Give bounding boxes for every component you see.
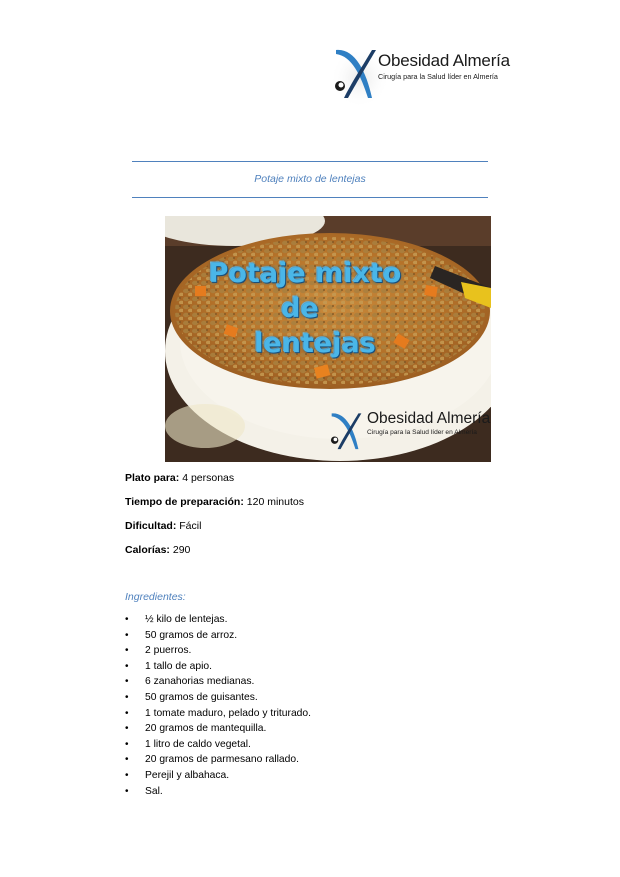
title-rule-bottom [132, 197, 488, 198]
list-item: • 1 litro de caldo vegetal. [125, 739, 311, 755]
photo-caption-line: lentejas [254, 328, 376, 359]
list-item: • 1 tallo de apio. [125, 661, 311, 677]
info-label: Dificultad: [125, 520, 177, 532]
info-prep-time [125, 496, 304, 508]
logo-tagline: Cirugía para la Salud líder en Almería [378, 72, 498, 81]
ingredients-heading: Ingredientes: [125, 591, 186, 603]
photo-caption [165, 256, 415, 361]
info-difficulty [125, 520, 201, 532]
list-item: • ½ kilo de lentejas. [125, 614, 311, 630]
list-item: • 1 tomate maduro, pelado y triturado. [125, 708, 311, 724]
info-value: 120 minutos [246, 496, 304, 508]
info-label: Plato para: [125, 472, 180, 484]
list-item: • Sal. [125, 786, 311, 802]
info-servings [125, 472, 234, 484]
list-item: • Perejil y albahaca. [125, 770, 311, 786]
photo-caption-line: Potaje mixto [208, 258, 402, 289]
list-item: • 20 gramos de parmesano rallado. [125, 754, 311, 770]
info-label: Tiempo de preparación: [125, 496, 244, 508]
ingredients-list [125, 614, 311, 801]
list-item: • 2 puerros. [125, 645, 311, 661]
info-value: Fácil [179, 520, 202, 532]
photo-logo-name: Obesidad Almería [367, 410, 491, 427]
photo-logo-tagline: Cirugía para la Salud líder en Almería [367, 429, 477, 436]
photo-caption-line: de [281, 293, 319, 324]
recipe-photo [165, 216, 491, 462]
info-label: Calorías: [125, 544, 170, 556]
info-calories [125, 544, 190, 556]
document-title: Potaje mixto de lentejas [254, 173, 366, 185]
info-value: 4 personas [182, 472, 235, 484]
logo-mark-icon [327, 406, 372, 458]
list-item: • 20 gramos de mantequilla. [125, 723, 311, 739]
info-value: 290 [172, 544, 191, 556]
list-item: • 50 gramos de arroz. [125, 630, 311, 646]
logo-name: Obesidad Almería [378, 51, 510, 70]
title-rule-top [132, 161, 488, 162]
header-logo [330, 40, 530, 110]
list-item: • 6 zanahorias medianas. [125, 676, 311, 692]
photo-watermark-logo [327, 406, 491, 456]
list-item: • 50 gramos de guisantes. [125, 692, 311, 708]
